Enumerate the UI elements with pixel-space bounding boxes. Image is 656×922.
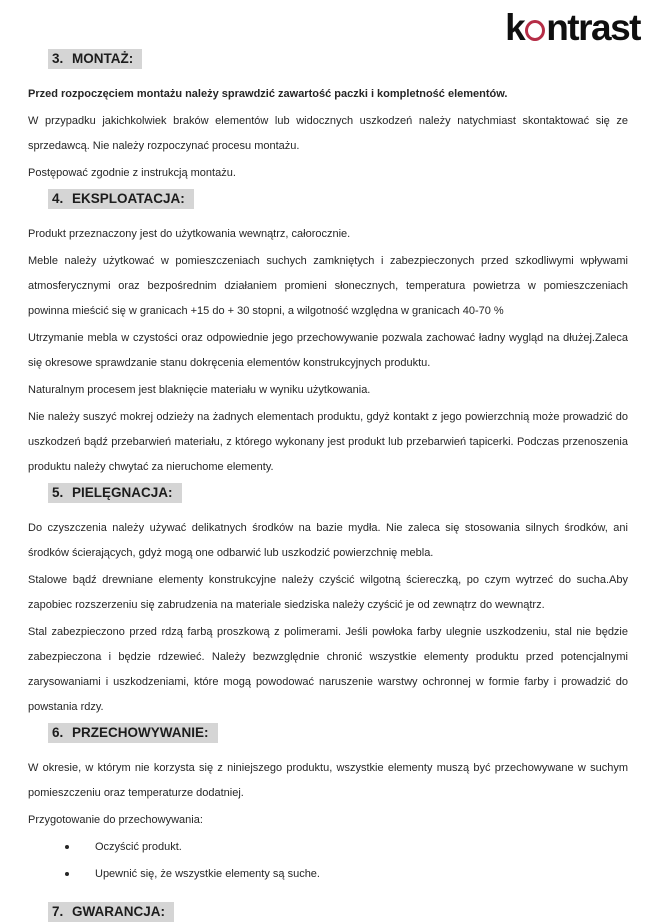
section-heading-gwarancja bbox=[28, 902, 628, 922]
paragraph: Przygotowanie do przechowywania: bbox=[28, 814, 203, 826]
paragraph: W okresie, w którym nie korzysta się z niniejszego produktu, wszystkie elementy muszą być przechowywane w suchym pomieszczeniu oraz temperaturze dodatniej. bbox=[28, 762, 628, 799]
section-montaz bbox=[28, 49, 628, 186]
paragraph: Do czyszczenia należy używać delikatnych środków na bazie mydła. Nie zaleca się stosowania silnych środków, ani środków ścierających, gdyż mogą one odbarwić lub uszkodzić powierzchnię mebla. bbox=[28, 522, 628, 559]
section-heading-pielegnacja bbox=[28, 483, 628, 503]
paragraph: Stal zabezpieczono przed rdzą farbą proszkową z polimerami. Jeśli powłoka farby ulegnie uszkodzeniu, stal nie będzie zabezpieczona i będzie rdzewieć. Należy bezwzględnie chronić wszystkie elementy produktu przed potencjalnymi zarysowaniami i uszkodzeniami, które mogą powodować naruszenie warstwy ochronnej w formie farby i prowadzić do powstania rdzy. bbox=[28, 626, 628, 713]
heading-number: 5. bbox=[52, 485, 64, 500]
heading-highlight bbox=[48, 49, 142, 69]
section-eksploatacja bbox=[28, 189, 628, 480]
paragraph: Naturalnym procesem jest blaknięcie materiału w wyniku użytkowania. bbox=[28, 384, 371, 396]
heading-highlight bbox=[48, 189, 194, 209]
heading-label: PRZECHOWYWANIE: bbox=[72, 725, 209, 740]
bullet-list bbox=[28, 835, 628, 886]
heading-label: GWARANCJA: bbox=[72, 904, 165, 919]
logo-o-ring-icon bbox=[525, 20, 545, 41]
section-przechowywanie bbox=[28, 723, 628, 886]
heading-number: 6. bbox=[52, 725, 64, 740]
heading-highlight bbox=[48, 902, 174, 922]
logo-text-k: k bbox=[505, 7, 525, 48]
section-heading-montaz bbox=[28, 49, 628, 69]
heading-number: 3. bbox=[52, 51, 64, 66]
heading-label: EKSPLOATACJA: bbox=[72, 191, 185, 206]
list-item: Upewnić się, że wszystkie elementy są suche. bbox=[28, 862, 628, 886]
heading-label: MONTAŻ: bbox=[72, 51, 134, 66]
heading-highlight bbox=[48, 723, 218, 743]
paragraph: Meble należy użytkować w pomieszczeniach suchych zamkniętych i zabezpieczonych przed szkodliwymi wpływami atmosferycznymi oraz bezpośrednim działaniem promieni słonecznych, temperatura powietrza w pomieszczeniach powinna mieścić się w granicach +15 do + 30 stopni, a wilgotność względna w granicach 40-70 % bbox=[28, 255, 628, 317]
section-pielegnacja bbox=[28, 483, 628, 720]
paragraph: Przed rozpoczęciem montażu należy sprawdzić zawartość paczki i kompletność elementów. bbox=[28, 88, 508, 100]
logo-text-ntrast: ntrast bbox=[546, 7, 640, 48]
paragraph: Postępować zgodnie z instrukcją montażu. bbox=[28, 167, 236, 179]
paragraph: Stalowe bądź drewniane elementy konstrukcyjne należy czyścić wilgotną ściereczką, po czym wytrzeć do sucha.Aby zapobiec rozszerzeniu się zabrudzenia na materiale siedziska należy czyścić je od zewnątrz do wewnątrz. bbox=[28, 574, 628, 611]
heading-number: 7. bbox=[52, 904, 64, 919]
paragraph: W przypadku jakichkolwiek braków elementów lub widocznych uszkodzeń należy natychmiast skontaktować się ze sprzedawcą. Nie należy rozpoczynać procesu montażu. bbox=[28, 115, 628, 152]
paragraph: Utrzymanie mebla w czystości oraz odpowiednie jego przechowywanie pozwala zachować ładny wygląd na dłużej.Zaleca się okresowe sprawdzanie stanu dokręcenia elementów konstrukcyjnych produktu. bbox=[28, 332, 628, 369]
list-item: Oczyścić produkt. bbox=[28, 835, 628, 859]
heading-highlight bbox=[48, 483, 182, 503]
section-heading-przechowywanie bbox=[28, 723, 628, 743]
paragraph: Nie należy suszyć mokrej odzieży na żadnych elementach produktu, gdyż kontakt z jego powierzchnią może prowadzić do uszkodzeń bądź przebarwień materiału, z którego wykonany jest produkt lub przebarwień tapicerki. Podczas przenoszenia produktu należy chwytać za nieruchome elementy. bbox=[28, 411, 628, 473]
section-heading-eksploatacja bbox=[28, 189, 628, 209]
section-gwarancja bbox=[28, 902, 628, 922]
paragraph: Produkt przeznaczony jest do użytkowania wewnątrz, całorocznie. bbox=[28, 228, 351, 240]
heading-number: 4. bbox=[52, 191, 64, 206]
heading-label: PIELĘGNACJA: bbox=[72, 485, 173, 500]
brand-logo bbox=[505, 9, 640, 47]
